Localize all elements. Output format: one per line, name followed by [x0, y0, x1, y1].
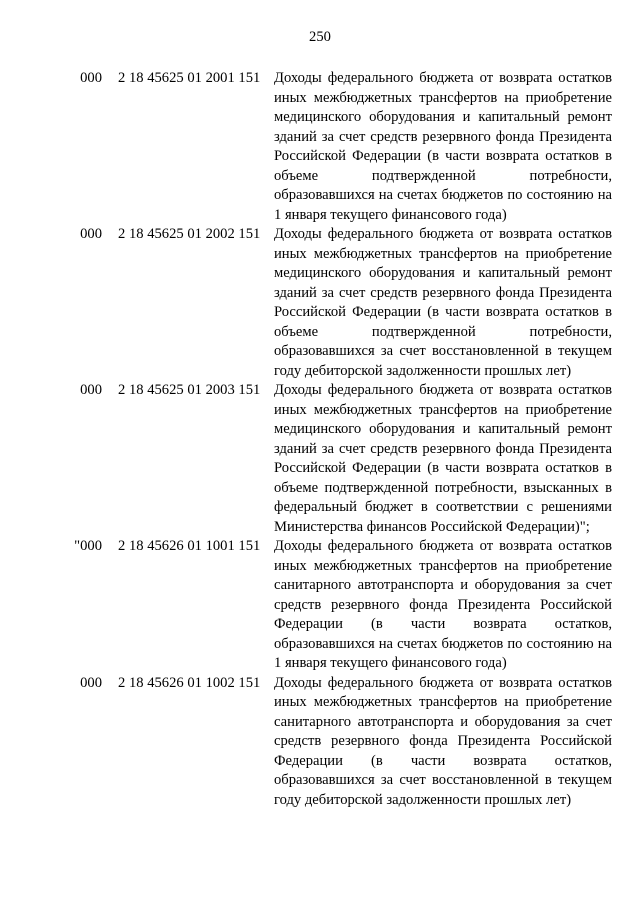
budget-classification-code: 2 18 45626 01 1001 151 — [118, 538, 261, 554]
budget-classification-code: 2 18 45626 01 1002 151 — [118, 674, 261, 691]
budget-classification-code: 2 18 45625 01 2003 151 — [118, 382, 261, 398]
administrator-code: "000 — [74, 538, 102, 554]
administrator-code: 000 — [80, 382, 102, 398]
table-row — [0, 225, 640, 381]
table-row — [0, 381, 640, 537]
revenue-description: Доходы федерального бюджета от возврата остатков иных межбюджетных трансфертов на приобретение медицинского оборудования и капитальный ремонт зданий за счет средств резервного фонда Президента Российской Федерации (в части возврата остатков в объеме подтвержденной потребности, взысканных в федеральный бюджет в соответствии с решениями Министерства финансов Российской Федерации)"; — [274, 382, 612, 535]
revenue-description: Доходы федерального бюджета от возврата остатков иных межбюджетных трансфертов на приобретение медицинского оборудования и капитальный ремонт зданий за счет средств резервного фонда Президента Российской Федерации (в части возврата остатков в объеме подтвержденной потребности, образовавшихся за счет восстановленной в текущем году дебиторской задолженности прошлых лет) — [274, 226, 612, 379]
administrator-code: 000 — [80, 70, 102, 86]
administrator-code: 000 — [80, 674, 102, 691]
page-number: 250 — [309, 29, 331, 45]
revenue-description: Доходы федерального бюджета от возврата остатков иных межбюджетных трансфертов на приобретение медицинского оборудования и капитальный ремонт зданий за счет средств резервного фонда Президента Российской Федерации (в части возврата остатков в объеме подтвержденной потребности, образовавшихся на счетах бюджетов по состоянию на 1 января текущего финансового года) — [274, 70, 612, 223]
table-row — [0, 537, 640, 674]
revenue-description: Доходы федерального бюджета от возврата остатков иных межбюджетных трансфертов на приобретение санитарного автотранспорта и оборудования за счет средств резервного фонда Президента Российской Федерации (в части возврата остатков, образовавшихся за счет восстановленной в текущем году дебиторской задолженности прошлых лет) — [274, 674, 612, 808]
administrator-code: 000 — [80, 226, 102, 242]
table-row — [0, 69, 640, 225]
classification-table — [0, 69, 640, 810]
budget-classification-code: 2 18 45625 01 2002 151 — [118, 226, 261, 242]
table-row — [0, 674, 640, 811]
budget-classification-code: 2 18 45625 01 2001 151 — [118, 70, 261, 86]
revenue-description: Доходы федерального бюджета от возврата остатков иных межбюджетных трансфертов на приобретение санитарного автотранспорта и оборудования за счет средств резервного фонда Президента Российской Федерации (в части возврата остатков, образовавшихся на счетах бюджетов по состоянию на 1 января текущего финансового года) — [274, 538, 612, 671]
